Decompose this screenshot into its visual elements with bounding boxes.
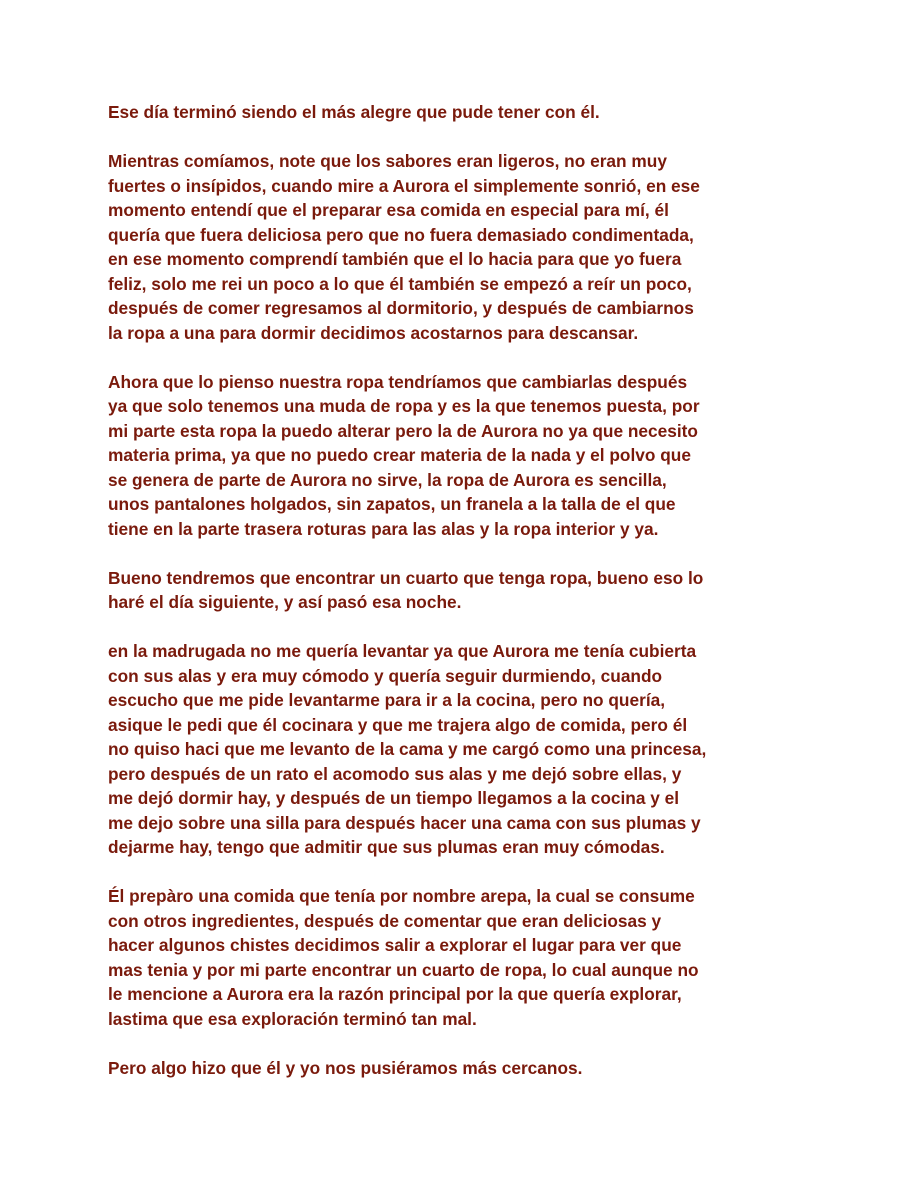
- text-line: después de comer regresamos al dormitorio, y después de cambiarnos: [108, 298, 694, 318]
- text-line: fuertes o insípidos, cuando mire a Aurora el simplemente sonrió, en ese: [108, 175, 700, 196]
- text-line: le mencione a Aurora era la razón principal por la que quería explorar,: [108, 984, 682, 1004]
- text-line: escucho que me pide levantarme para ir a la cocina, pero no quería,: [108, 690, 666, 710]
- text-line: ya que solo tenemos una muda de ropa y es la que tenemos puesta, por: [108, 396, 700, 416]
- text-line: tiene en la parte trasera roturas para las alas y la ropa interior y ya.: [108, 518, 659, 539]
- paragraph: [108, 639, 808, 860]
- paragraph: [108, 370, 808, 542]
- text-line: materia prima, ya que no puedo crear materia de la nada y el polvo que: [108, 445, 691, 465]
- paragraph: [108, 884, 808, 1031]
- text-line: con sus alas y era muy cómodo y quería seguir durmiendo, cuando: [108, 665, 663, 686]
- text-line: Ahora que lo pienso nuestra ropa tendríamos que cambiarlas después: [108, 371, 688, 392]
- text-line: me dejó dormir hay, y después de un tiempo llegamos a la cocina y el: [108, 788, 680, 808]
- text-line: unos pantalones holgados, sin zapatos, un franela a la talla de el que: [108, 494, 676, 514]
- text-line: Pero algo hizo que él y yo nos pusiéramos más cercanos.: [108, 1057, 583, 1078]
- paragraph: [108, 100, 808, 125]
- text-line: con otros ingredientes, después de comentar que eran deliciosas y: [108, 910, 662, 931]
- text-line: pero después de un rato el acomodo sus alas y me dejó sobre ellas, y: [108, 763, 682, 784]
- text-line: dejarme hay, tengo que admitir que sus plumas eran muy cómodas.: [108, 837, 665, 857]
- text-line: asique le pedi que él cocinara y que me trajera algo de comida, pero él: [108, 714, 688, 735]
- text-line: mas tenia y por mi parte encontrar un cuarto de ropa, lo cual aunque no: [108, 959, 699, 980]
- paragraph: [108, 1056, 808, 1081]
- paragraph: [108, 149, 808, 345]
- text-line: me dejo sobre una silla para después hacer una cama con sus plumas y: [108, 812, 701, 833]
- document-page: [108, 100, 808, 1105]
- text-line: la ropa a una para dormir decidimos acostarnos para descansar.: [108, 322, 639, 343]
- text-line: Él prepàro una comida que tenía por nombre arepa, la cual se consume: [108, 886, 695, 906]
- text-line: no quiso haci que me levanto de la cama y me cargó como una princesa,: [108, 739, 707, 759]
- text-line: Mientras comíamos, note que los sabores eran ligeros, no eran muy: [108, 151, 667, 171]
- text-line: feliz, solo me rei un poco a lo que él también se empezó a reír un poco,: [108, 273, 692, 294]
- text-line: mi parte esta ropa la puedo alterar pero la de Aurora no ya que necesito: [108, 420, 698, 441]
- text-line: en la madrugada no me quería levantar ya que Aurora me tenía cubierta: [108, 641, 697, 661]
- text-line: en ese momento comprendí también que el lo hacia para que yo fuera: [108, 249, 682, 269]
- text-line: Ese día terminó siendo el más alegre que pude tener con él.: [108, 102, 600, 122]
- text-line: quería que fuera deliciosa pero que no fuera demasiado condimentada,: [108, 224, 694, 245]
- text-line: se genera de parte de Aurora no sirve, la ropa de Aurora es sencilla,: [108, 469, 667, 490]
- paragraph: [108, 566, 808, 615]
- text-line: momento entendí que el preparar esa comida en especial para mí, él: [108, 200, 669, 220]
- text-line: haré el día siguiente, y así pasó esa noche.: [108, 592, 462, 612]
- text-line: hacer algunos chistes decidimos salir a explorar el lugar para ver que: [108, 935, 682, 955]
- text-line: Bueno tendremos que encontrar un cuarto que tenga ropa, bueno eso lo: [108, 567, 704, 588]
- text-line: lastima que esa exploración terminó tan mal.: [108, 1008, 477, 1029]
